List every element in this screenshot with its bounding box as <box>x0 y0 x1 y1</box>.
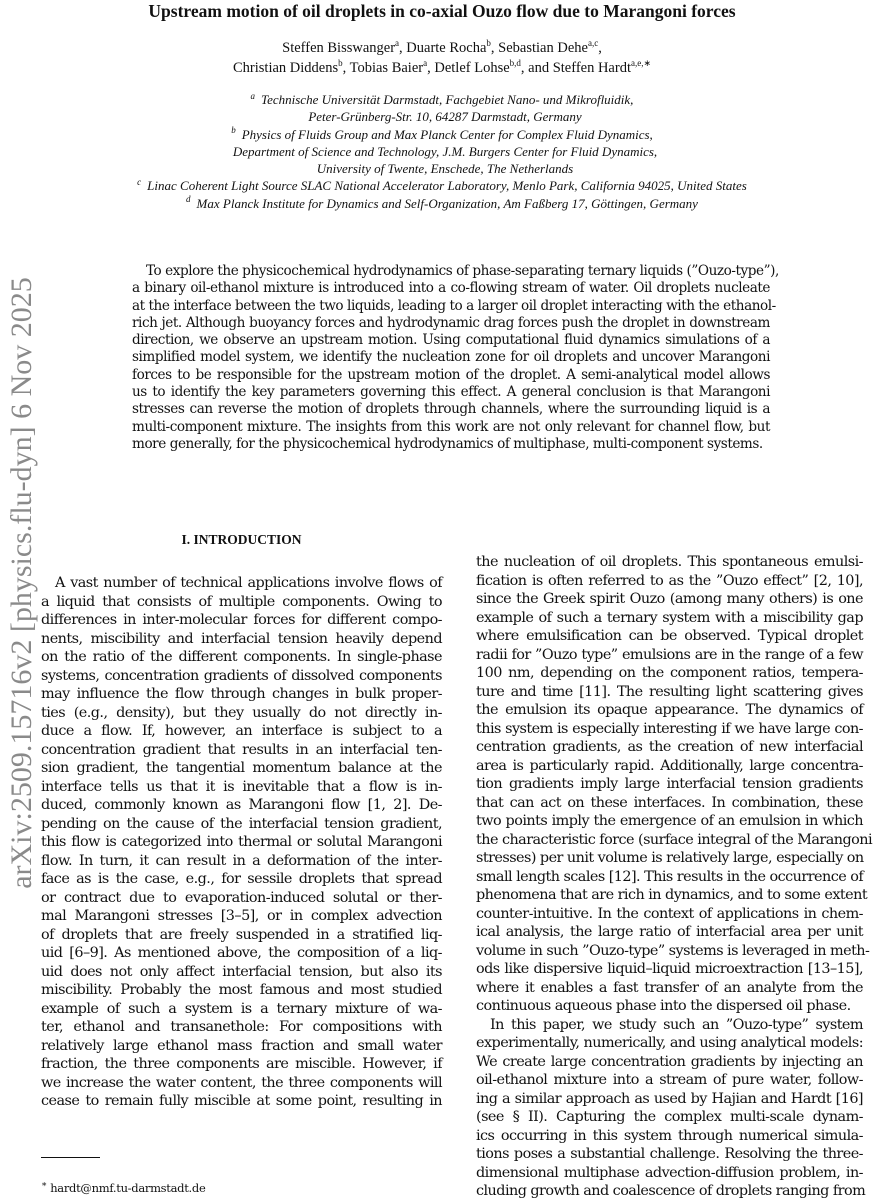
affiliation-line <box>0 126 884 143</box>
affiliation-line <box>0 177 884 194</box>
author-separator: , <box>427 60 435 76</box>
author-line <box>0 38 884 58</box>
body-text-line: In this paper, we study such an ”Ouzo-type” system <box>490 1016 863 1033</box>
affiliation-mark: c <box>137 177 142 188</box>
footnote-mark: ∗ <box>41 1180 47 1191</box>
body-text-line: radii for ”Ouzo type” emulsions are in the range of a few <box>476 646 863 663</box>
body-text-line: continuous aqueous phase into the dispersed oil phase. <box>476 998 851 1014</box>
body-text-line: of droplets that are freely suspended in a stratified liq- <box>41 926 442 943</box>
body-text-line: ods like dispersive liquid–liquid microextraction [13–15], <box>476 961 863 977</box>
affiliation-mark: d <box>186 194 191 205</box>
author-separator: , <box>490 40 499 56</box>
body-text-line: cluding growth and coalescence of droplets ranging from <box>476 1183 866 1199</box>
body-text-line: this flow is categorized into thermal or solutal Marangoni <box>41 834 442 850</box>
body-text-line: systems, concentration gradients of dissolved components <box>41 667 442 684</box>
body-text-line: ture and time [11]. The resulting light scattering gives <box>476 683 863 700</box>
body-text-line: phenomena that are rich in dynamics, and to some extent <box>476 887 868 903</box>
body-text-line: pending on the cause of the interfacial tension gradient, <box>41 815 442 832</box>
abstract-line: at the interface between the two liquids, leading to a larger oil droplet interacting with the ethanol- <box>132 297 776 314</box>
body-text-line: area is particularly rapid. Additionally, large concentra- <box>476 757 863 774</box>
abstract-line: forces to be responsible for the upstream motion of the droplet. A semi-analytical model allows <box>132 366 770 383</box>
body-text-line: miscibility. Probably the most famous and most studied <box>41 982 442 998</box>
body-text-line: example of such a system is a ternary mixture of wa- <box>41 1000 442 1017</box>
abstract-line: more generally, for the physicochemical hydrodynamics of multiphase, multi-component systems. <box>132 435 763 452</box>
body-text-line: counter-intuitive. In the context of applications in chem- <box>476 905 863 922</box>
author-affiliation-mark: b <box>486 38 491 49</box>
body-text-line: the nucleation of oil droplets. This spontaneous emulsi- <box>476 554 863 570</box>
abstract-line: multi-component mixture. The insights from this work are not only relevant for channel flow, but <box>132 418 770 435</box>
body-text-line: flow. In turn, it can result in a deformation of the inter- <box>41 852 442 869</box>
body-text-line: the characteristic force (surface integral of the Marangoni <box>476 831 873 848</box>
body-text-line: cease to remain fully miscible at some point, resulting in <box>41 1093 442 1109</box>
body-text-line: We create large concentration gradients by injecting an <box>476 1053 863 1070</box>
author-list <box>0 38 884 78</box>
body-text-line: the emulsion its opaque appearance. The dynamics of <box>476 702 863 718</box>
body-text-line: small length scales [12]. This results in the occurrence of <box>476 868 864 885</box>
abstract-line: a binary oil-ethanol mixture is introduced into a co-flowing stream of water. Oil droplets nucleate <box>132 280 770 297</box>
affiliation-text: Linac Coherent Light Source SLAC National Accelerator Laboratory, Menlo Park, California 94025, United States <box>147 178 747 194</box>
body-text-line: dimensional multiphase advection-diffusion problem, in- <box>476 1164 863 1181</box>
author-name: Christian Diddens <box>233 60 339 76</box>
affiliation-line <box>0 160 884 177</box>
body-text-line: (see § II). Capturing the complex multi-scale dynam- <box>476 1109 863 1125</box>
paper-title: Upstream motion of oil droplets in co-axial Ouzo flow due to Marangoni forces <box>148 1 736 21</box>
author-affiliation-mark: a,e,∗ <box>630 58 651 69</box>
author-name: Steffen Bisswanger <box>282 40 396 56</box>
body-text-line: differences in inter-molecular forces for different compo- <box>41 612 442 628</box>
body-text-line: two points imply the emergence of an emulsion in which <box>476 813 863 829</box>
body-text-line: nents, miscibility and interfacial tension heavily depend <box>41 630 442 647</box>
affiliation-list <box>0 91 884 212</box>
body-text-line: example of such a ternary system with a miscibility gap <box>476 609 863 626</box>
abstract-line: us to identify the key parameters governing this effect. A general conclusion is that Marangoni <box>132 384 770 401</box>
affiliation-text: Max Planck Institute for Dynamics and Self-Organization, Am Faßberg 17, Göttingen, Germany <box>196 195 698 211</box>
body-text-line: concentration gradient that results in an interfacial ten- <box>41 741 442 758</box>
body-text-line: duce a flow. If, however, an interface is subject to a <box>41 723 442 739</box>
author-affiliation-mark: a <box>423 58 428 69</box>
body-text-line: interface tells us that it is inevitable that a flow is in- <box>41 778 442 795</box>
affiliation-text: University of Twente, Enschede, The Netherlands <box>316 161 574 177</box>
left-column-text <box>41 574 442 1111</box>
author-affiliation-mark: a,c <box>587 38 599 49</box>
affiliation-line <box>0 108 884 125</box>
abstract-line: stresses can reverse the motion of droplets through channels, where the surrounding liquid is a <box>132 401 770 418</box>
body-text-line: face as is the case, e.g., for sessile droplets that spread <box>41 871 442 887</box>
body-text-line: may influence the flow through changes in bulk proper- <box>41 686 442 702</box>
body-text-line: uid [6–9]. As mentioned above, the composition of a liq- <box>41 945 442 961</box>
body-text-line: or contract due to evaporation-induced solutal or ther- <box>41 889 442 906</box>
body-text-line: experimentally, numerically, and using analytical models: <box>476 1035 863 1051</box>
body-text-line: 100 nm, depending on the component ratios, tempera- <box>476 665 863 681</box>
author-name: Detlef Lohse <box>434 60 510 76</box>
author-line <box>0 58 884 78</box>
body-text-line: ical analysis, the large ratio of interfacial area per unit <box>476 924 863 940</box>
author-name: Duarte Rocha <box>406 40 487 56</box>
author-separator: , <box>598 40 602 56</box>
body-text-line: ter, ethanol and transanethole: For compositions with <box>41 1019 442 1035</box>
body-text-line: ties (e.g., density), but they usually do not directly in- <box>41 704 442 721</box>
body-text-line: we increase the water content, the three components will <box>41 1074 442 1091</box>
body-text-line: where emulsification can be observed. Typical droplet <box>476 628 863 644</box>
body-text-line: centration gradients, as the creation of new interfacial <box>476 739 863 755</box>
abstract-line: To explore the physicochemical hydrodynamics of phase-separating ternary liquids (”Ouzo-type”), <box>146 263 779 279</box>
affiliation-mark: a <box>250 90 256 101</box>
abstract-line: direction, we observe an upstream motion. Using computational fluid dynamics simulations of a <box>132 332 770 349</box>
affiliation-text: Technische Universität Darmstadt, Fachgebiet Nano- und Mikrofluidik, <box>261 92 634 107</box>
affiliation-line <box>0 143 884 160</box>
footnote <box>41 1181 205 1195</box>
affiliation-text: Physics of Fluids Group and Max Planck Center for Complex Fluid Dynamics, <box>241 126 653 142</box>
author-name: Tobias Baier <box>349 60 424 76</box>
body-text-line: oil-ethanol mixture into a stream of pure water, follow- <box>476 1072 863 1088</box>
body-text-line: stresses) per unit volume is relatively large, especially on <box>476 850 864 866</box>
affiliation-line <box>0 195 884 212</box>
body-text-line: ing a similar approach as used by Hajian and Hardt [16] <box>476 1090 863 1107</box>
body-text-line: A vast number of technical applications involve flows of <box>55 575 442 591</box>
body-text-line: since the Greek spirit Ouzo (among many others) is one <box>476 591 863 607</box>
body-text-line: tions poses a substantial challenge. Resolving the three- <box>476 1146 863 1162</box>
arxiv-identifier: arXiv:2509.15716v2 [physics.flu-dyn] 6 Nov 2025 <box>5 277 38 889</box>
body-text-line: that can act on these interfaces. In combination, these <box>476 794 863 811</box>
abstract <box>132 263 779 453</box>
body-text-line: fraction, the three components are miscible. However, if <box>41 1056 442 1072</box>
body-text-line: where it enables a fast transfer of an analyte from the <box>476 979 863 996</box>
body-text-line: a liquid that consists of multiple components. Owing to <box>41 593 442 610</box>
author-affiliation-mark: b <box>338 58 343 69</box>
body-text-line: uid does not only affect interfacial tension, but also its <box>41 963 442 980</box>
affiliation-text: Peter-Grünberg-Str. 10, 64287 Darmstadt, Germany <box>308 109 582 125</box>
body-text-line: relatively large ethanol mass fraction and small water <box>41 1037 442 1054</box>
body-text-line: fication is often referred to as the ”Ouzo effect” [2, 10], <box>476 572 863 589</box>
affiliation-mark: b <box>231 125 236 136</box>
author-affiliation-mark: a <box>395 38 400 49</box>
body-text-line: tion gradients imply large interfacial tension gradients <box>476 776 863 792</box>
author-name: Steffen Hardt <box>552 60 631 76</box>
section-heading-introduction: I. INTRODUCTION <box>181 532 302 547</box>
author-separator: , <box>342 60 350 76</box>
author-separator: , <box>399 40 407 56</box>
body-text-line: this system is especially interesting if we have large con- <box>476 720 863 737</box>
body-text-line: duced, commonly known as Marangoni flow [1, 2]. De- <box>41 797 442 813</box>
affiliation-line <box>0 91 884 108</box>
author-separator: , and <box>520 60 553 76</box>
author-affiliation-mark: b,d <box>509 58 521 69</box>
body-text-line: ics occurring in this system through numerical simula- <box>476 1127 863 1144</box>
body-text-line: sion gradient, the tangential momentum balance at the <box>41 760 442 776</box>
footnote-email[interactable]: hardt@nmf.tu-darmstadt.de <box>50 1181 206 1195</box>
abstract-line: simplified model system, we identify the nucleation zone for oil droplets and uncover Marangoni <box>132 349 770 366</box>
affiliation-text: Department of Science and Technology, J.M. Burgers Center for Fluid Dynamics, <box>232 143 658 159</box>
abstract-line: rich jet. Although buoyancy forces and hydrodynamic drag forces push the droplet in downstream <box>132 314 770 331</box>
right-column-text <box>476 553 873 1201</box>
footnote-divider <box>41 1157 100 1158</box>
author-name: Sebastian Dehe <box>498 40 588 56</box>
body-text-line: mal Marangoni stresses [3–5], or in complex advection <box>41 908 442 924</box>
body-text-line: on the ratio of the different components. In single-phase <box>41 649 442 665</box>
body-text-line: volume in such ”Ouzo-type” systems is leveraged in meth- <box>476 942 870 959</box>
